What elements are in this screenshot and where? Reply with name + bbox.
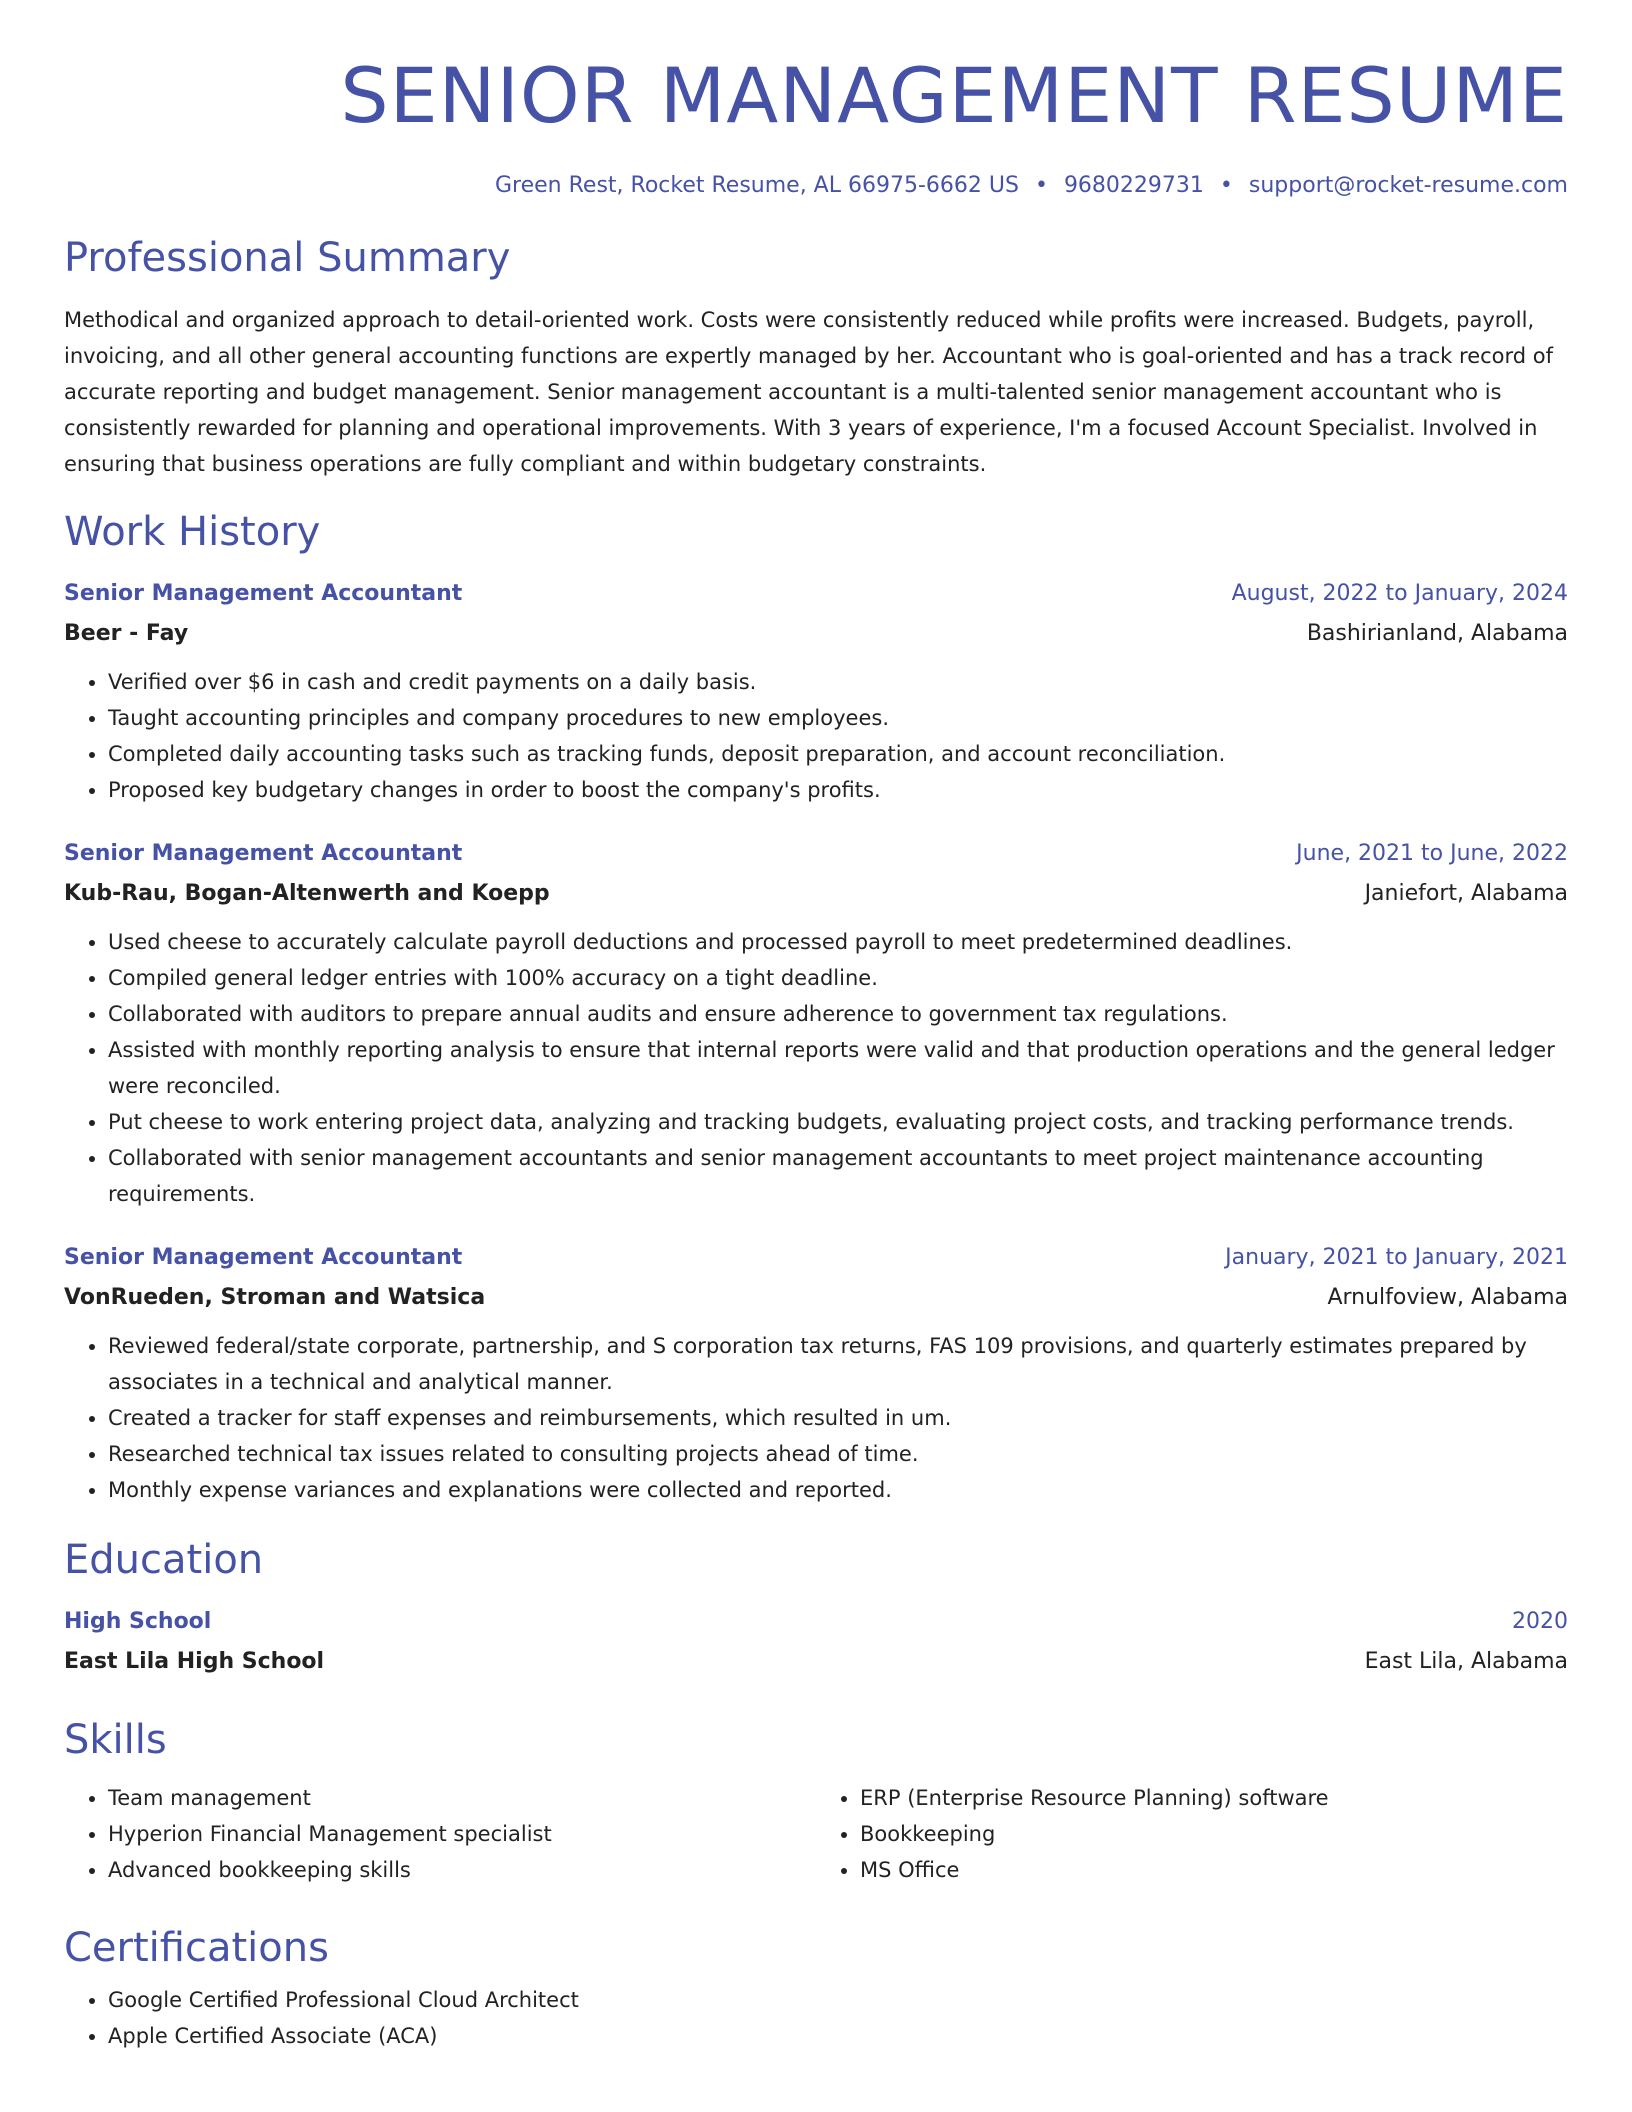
- job-dates: January, 2021 to January, 2021: [1225, 1244, 1568, 1270]
- list-item: • Collaborated with senior management accountants and senior management accountants to meet project maintenance accounting requirements.: [108, 1140, 1568, 1212]
- job-company: VonRueden, Stroman and Watsica: [64, 1284, 486, 1310]
- contact-line: [64, 173, 1568, 198]
- list-item: • Researched technical tax issues related to consulting projects ahead of time.: [108, 1436, 1568, 1472]
- skills-list-left: [64, 1780, 816, 1888]
- job-bullets: [64, 924, 1568, 1212]
- education-header-row: [64, 1602, 1568, 1642]
- job-location: Janiefort, Alabama: [1364, 880, 1568, 906]
- list-item: • Compiled general ledger entries with 100% accuracy on a tight deadline.: [108, 960, 1568, 996]
- skills-grid: [64, 1780, 1568, 1888]
- work-history-section: [64, 508, 1568, 1508]
- job-dates: June, 2021 to June, 2022: [1296, 840, 1568, 866]
- summary-heading: Professional Summary: [64, 234, 511, 281]
- education-entry: [64, 1602, 1568, 1682]
- education-location: East Lila, Alabama: [1364, 1648, 1568, 1674]
- list-item: • Team management: [108, 1780, 816, 1816]
- list-item: • Bookkeeping: [860, 1816, 1568, 1852]
- list-item: • Hyperion Financial Management specialist: [108, 1816, 816, 1852]
- summary-text: Methodical and organized approach to detail-oriented work. Costs were consistently reduced while profits were increased. Budgets, payroll, invoicing, and all other general accounting functions are expertly managed by her. Accountant who is goal-oriented and has a track record of accurate reporting and budget management. Senior management accountant is a multi-talented senior management accountant who is consistently rewarded for planning and operational improvements. With 3 years of experience, I'm a focused Account Specialist. Involved in ensuring that business operations are fully compliant and within budgetary constraints.: [64, 307, 1554, 476]
- contact-separator: •: [1219, 172, 1233, 198]
- contact-address: Green Rest, Rocket Resume, AL 66975-6662 US: [495, 172, 1019, 198]
- job-title: Senior Management Accountant: [64, 840, 463, 866]
- list-item: • Taught accounting principles and company procedures to new employees.: [108, 700, 1568, 736]
- list-item: • Google Certified Professional Cloud Architect: [108, 1982, 1568, 2018]
- education-degree: High School: [64, 1608, 212, 1634]
- education-school: East Lila High School: [64, 1648, 325, 1674]
- education-section: [64, 1536, 1568, 1682]
- job-entry: [64, 574, 1568, 808]
- list-item: • Created a tracker for staff expenses and reimbursements, which resulted in um.: [108, 1400, 1568, 1436]
- job-header-row: [64, 834, 1568, 874]
- job-location: Arnulfoview, Alabama: [1327, 1284, 1568, 1310]
- education-year: 2020: [1512, 1608, 1568, 1634]
- job-dates: August, 2022 to January, 2024: [1231, 580, 1568, 606]
- list-item: • Monthly expense variances and explanations were collected and reported.: [108, 1472, 1568, 1508]
- work-history-heading: Work History: [64, 508, 321, 555]
- job-entry: [64, 1238, 1568, 1508]
- list-item: • Reviewed federal/state corporate, partnership, and S corporation tax returns, FAS 109 provisions, and quarterly estimates prepared by associates in a technical and analytical manner.: [108, 1328, 1568, 1400]
- contact-phone: 9680229731: [1063, 172, 1204, 198]
- job-title: Senior Management Accountant: [64, 580, 463, 606]
- list-item: • Used cheese to accurately calculate payroll deductions and processed payroll to meet predetermined deadlines.: [108, 924, 1568, 960]
- list-item: • Advanced bookkeeping skills: [108, 1852, 816, 1888]
- list-item: • MS Office: [860, 1852, 1568, 1888]
- list-item: • Verified over $6 in cash and credit payments on a daily basis.: [108, 664, 1568, 700]
- certifications-list: [64, 1982, 1568, 2054]
- resume-title: SENIOR MANAGEMENT RESUME: [340, 51, 1568, 140]
- job-header-row: [64, 1238, 1568, 1278]
- job-company-row: [64, 614, 1568, 654]
- education-school-row: [64, 1642, 1568, 1682]
- list-item: • Proposed key budgetary changes in order to boost the company's profits.: [108, 772, 1568, 808]
- job-entry: [64, 834, 1568, 1212]
- skills-heading: Skills: [64, 1716, 167, 1763]
- job-company-row: [64, 1278, 1568, 1318]
- job-location: Bashirianland, Alabama: [1306, 620, 1568, 646]
- resume-header: [64, 50, 1568, 198]
- job-company: Beer - Fay: [64, 620, 189, 646]
- certifications-heading: Certifications: [64, 1924, 329, 1971]
- list-item: • Collaborated with auditors to prepare annual audits and ensure adherence to government tax regulations.: [108, 996, 1568, 1032]
- job-bullets: [64, 1328, 1568, 1508]
- certifications-section: [64, 1924, 1568, 2054]
- job-title: Senior Management Accountant: [64, 1244, 463, 1270]
- list-item: • Completed daily accounting tasks such as tracking funds, deposit preparation, and account reconciliation.: [108, 736, 1568, 772]
- skills-section: [64, 1716, 1568, 1888]
- contact-email: support@rocket-resume.com: [1248, 172, 1568, 198]
- job-bullets: [64, 664, 1568, 808]
- summary-section: [64, 234, 1568, 482]
- list-item: • Put cheese to work entering project data, analyzing and tracking budgets, evaluating project costs, and tracking performance trends.: [108, 1104, 1568, 1140]
- contact-separator: •: [1034, 172, 1048, 198]
- list-item: • Apple Certified Associate (ACA): [108, 2018, 1568, 2054]
- list-item: • Assisted with monthly reporting analysis to ensure that internal reports were valid and that production operations and the general ledger were reconciled.: [108, 1032, 1568, 1104]
- education-heading: Education: [64, 1536, 264, 1583]
- job-company-row: [64, 874, 1568, 914]
- list-item: • ERP (Enterprise Resource Planning) software: [860, 1780, 1568, 1816]
- job-header-row: [64, 574, 1568, 614]
- job-company: Kub-Rau, Bogan-Altenwerth and Koepp: [64, 880, 550, 906]
- skills-list-right: [816, 1780, 1568, 1888]
